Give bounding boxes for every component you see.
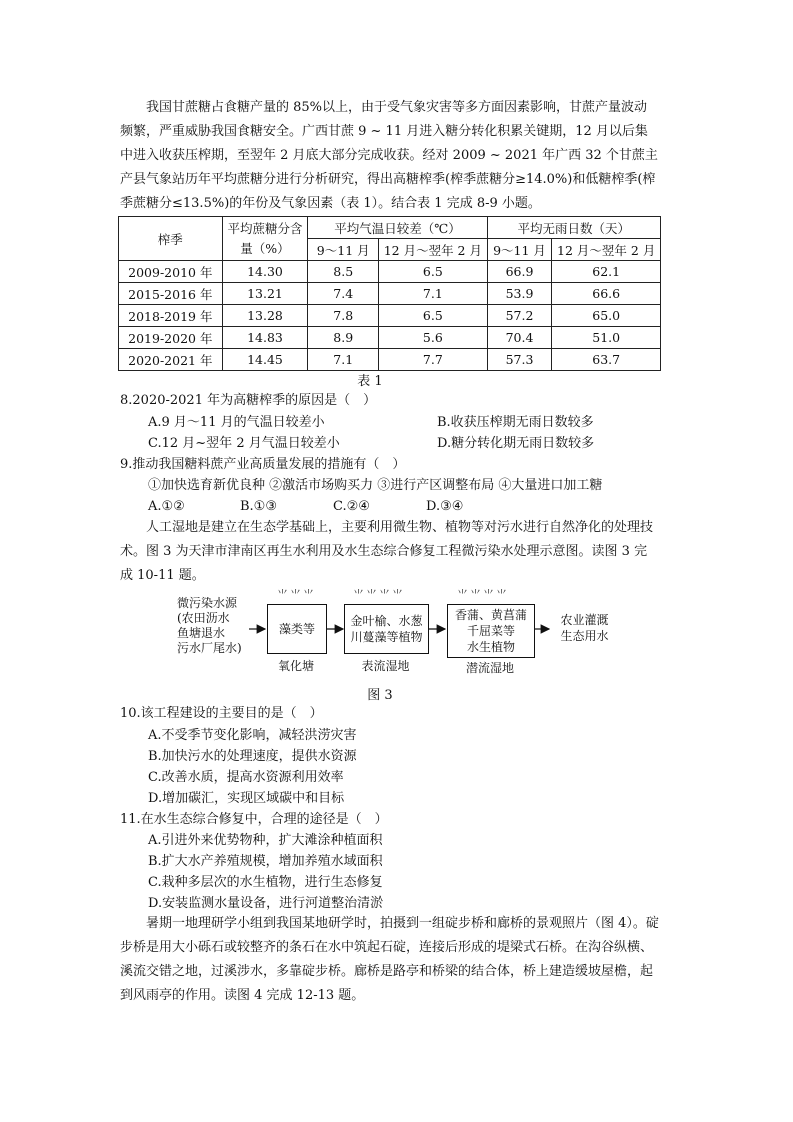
question-9-option-b: B.①③ — [240, 499, 277, 514]
question-8-option-a: A.9 月～11 月的气温日较差小 — [148, 415, 325, 430]
table-cell: 13.21 — [222, 283, 308, 305]
table-cell: 2015-2016 年 — [119, 283, 223, 305]
table-cell: 7.4 — [308, 283, 379, 305]
header-sub-2: 12 月～翌年 2 月 — [379, 239, 488, 261]
question-11-stem: 11.在水生态综合修复中，合理的途径是（ ） — [120, 812, 388, 827]
intro-paragraph-1: 我国甘蔗糖占食糖产量的 85%以上，由于受气象灾害等多方面因素影响，甘蔗产量波动频繁，严重威胁我国食糖安全。广西甘蔗 9 ~ 11 月进入糖分转化积累关键期，12 月以后集中进入收获压榨期，至翌年 2 月底大部分完成收获。经对 2009 ~ 2021 年广西 32 个甘蔗主产县气象站历年平均蔗糖分进行分析研究，得出高糖榨季(榨季蔗糖分≥14.0%)和低糖榨季(榨季蔗糖分≤13.5%)的年份及气象因素（表 1）。结合表 1 完成 8-9 小题。 — [120, 100, 658, 211]
table-cell: 2019-2020 年 — [119, 327, 223, 349]
box-subsurface-plants: 香蒲、黄菖蒲 千屈菜等 水生植物 — [447, 604, 535, 658]
table-cell: 66.6 — [552, 283, 661, 305]
question-10-option-a: A.不受季节变化影响，减轻洪涝灾害 — [148, 728, 357, 743]
table-cell: 7.8 — [308, 305, 379, 327]
question-10-option-c: C.改善水质，提高水资源利用效率 — [148, 770, 344, 785]
table-cell: 2009-2010 年 — [119, 261, 223, 283]
table-cell: 7.1 — [379, 283, 488, 305]
table-cell: 2018-2019 年 — [119, 305, 223, 327]
flow-diagram — [177, 582, 617, 682]
table-cell: 8.5 — [308, 261, 379, 283]
question-10-option-b: B.加快污水的处理速度，提供水资源 — [148, 749, 357, 764]
header-rain: 平均无雨日数（天） — [487, 217, 660, 239]
label-oxidation-pond: 氧化塘 — [277, 659, 314, 673]
header-sub-1: 9～11 月 — [308, 239, 379, 261]
header-sugar: 平均蔗糖分含量（%） — [222, 217, 308, 261]
table-caption: 表 1 — [357, 374, 383, 389]
table-row — [119, 349, 661, 371]
table-row — [119, 261, 661, 283]
table-cell: 63.7 — [552, 349, 661, 371]
table-cell: 2020-2021 年 — [119, 349, 223, 371]
figure-caption: 图 3 — [367, 688, 393, 703]
table-cell: 14.30 — [222, 261, 308, 283]
header-season: 榨季 — [119, 217, 223, 261]
question-11-option-d: D.安装监测水量设备，进行河道整治清淤 — [148, 896, 384, 911]
question-8-stem: 8.2020-2021 年为高糖榨季的原因是（ ） — [120, 393, 377, 408]
plant-icon: ⺌⺌⺌ — [277, 588, 316, 601]
question-10-stem: 10.该工程建设的主要目的是（ ） — [120, 706, 323, 721]
table-cell: 66.9 — [487, 261, 552, 283]
question-11-option-c: C.栽种多层次的水生植物，进行生态修复 — [148, 875, 383, 890]
question-9-stem: 9.推动我国糖料蔗产业高质量发展的措施有（ ） — [120, 457, 406, 472]
header-sub-3: 9～11 月 — [487, 239, 552, 261]
plant-icon: ⺌⺌⺌⺌ — [353, 588, 405, 601]
question-9-option-d: D.③④ — [426, 499, 464, 514]
question-8-option-b: B.收获压榨期无雨日数较多 — [437, 415, 594, 430]
table-cell: 7.1 — [308, 349, 379, 371]
table-cell: 14.45 — [222, 349, 308, 371]
intro-paragraph-2: 人工湿地是建立在生态学基础上，主要利用微生物、植物等对污水进行自然净化的处理技术。图 3 为天津市津南区再生水利用及水生态综合修复工程微污染水处理示意图。读图 3 完成 10-11 题。 — [120, 520, 654, 583]
table-cell: 62.1 — [552, 261, 661, 283]
table-cell: 5.6 — [379, 327, 488, 349]
question-10-option-d: D.增加碳汇，实现区域碳中和目标 — [148, 791, 345, 806]
question-9-option-a: A.①② — [148, 499, 185, 514]
question-9-option-c: C.②④ — [333, 499, 370, 514]
table-row — [119, 305, 661, 327]
question-8-option-d: D.糖分转化期无雨日数较多 — [437, 436, 595, 451]
table-cell: 8.9 — [308, 327, 379, 349]
box-surface-plants: 金叶榆、水葱 川蔓藻等植物 — [344, 604, 429, 654]
table-cell: 51.0 — [552, 327, 661, 349]
table-cell: 7.7 — [379, 349, 488, 371]
table-cell: 70.4 — [487, 327, 552, 349]
data-table — [118, 216, 661, 371]
table-cell: 57.3 — [487, 349, 552, 371]
question-9-items: ①加快选育新优良种 ②激活市场购买力 ③进行产区调整布局 ④大量进口加工糖 — [148, 478, 603, 493]
label-subsurface-wetland: 潜流湿地 — [465, 661, 514, 675]
question-8-option-c: C.12 月~翌年 2 月气温日较差小 — [148, 436, 340, 451]
question-11-option-a: A.引进外来优势物种，扩大滩涂种植面积 — [148, 833, 383, 848]
plant-icon: ⺌⺌⺌⺌ — [457, 588, 509, 601]
table-row — [119, 327, 661, 349]
table-cell: 6.5 — [379, 305, 488, 327]
table-cell: 13.28 — [222, 305, 308, 327]
table-cell: 57.2 — [487, 305, 552, 327]
label-surface-wetland: 表流湿地 — [361, 659, 410, 673]
header-sub-4: 12 月～翌年 2 月 — [552, 239, 661, 261]
table-cell: 53.9 — [487, 283, 552, 305]
box-algae: 藻类等 — [267, 604, 327, 654]
table-cell: 65.0 — [552, 305, 661, 327]
table-cell: 14.83 — [222, 327, 308, 349]
diagram-source: 微污染水源 (农田沥水 鱼塘退水 污水厂尾水) — [177, 596, 242, 655]
header-temp: 平均气温日较差（℃） — [308, 217, 487, 239]
table-row — [119, 283, 661, 305]
table-cell: 6.5 — [379, 261, 488, 283]
intro-paragraph-3: 暑期一地理研学小组到我国某地研学时，拍摄到一组碇步桥和廊桥的景观照片（图 4）。碇步桥是用大小砾石或较整齐的条石在水中筑起石碇，连接后形成的堤梁式石桥。在沟谷纵横、溪流交错之地，过溪涉水，多靠碇步桥。廊桥是路亭和桥梁的结合体，桥上建造缓坡屋檐，起到风雨亭的作用。读图 4 完成 12-13 题。 — [120, 916, 659, 1003]
diagram-output: 农业灌溉 生态用水 — [560, 613, 609, 643]
question-11-option-b: B.扩大水产养殖规模，增加养殖水域面积 — [148, 854, 383, 869]
